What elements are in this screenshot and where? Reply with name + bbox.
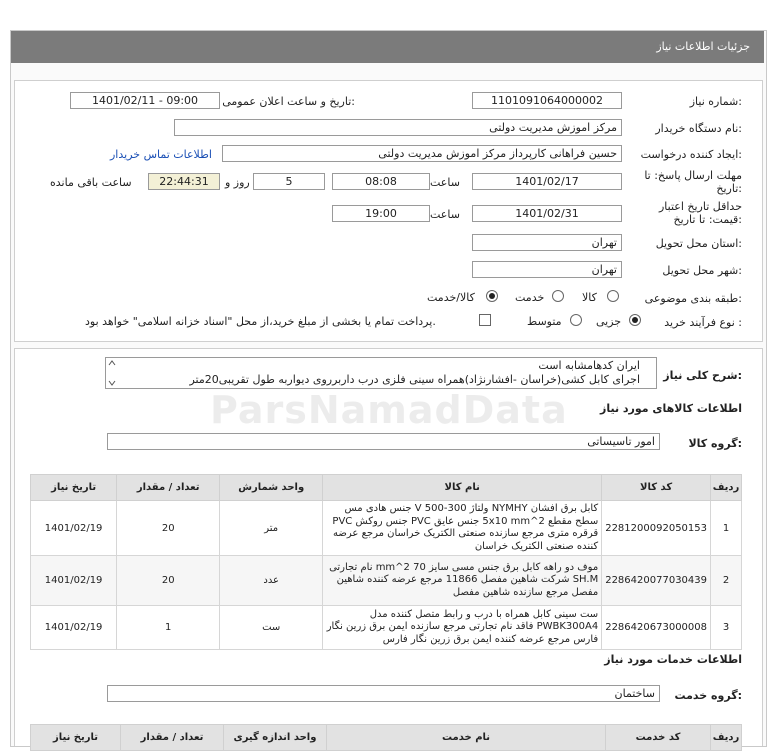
deadline-label-date: تاریخ: bbox=[716, 182, 742, 195]
svc-col-row: ردیف bbox=[711, 725, 742, 751]
goods-group-field[interactable]: امور تاسیساتی bbox=[107, 433, 660, 450]
item-code: 2286420673000008 bbox=[602, 606, 711, 650]
item-name: ست سینی کابل همراه با درب و رابط متصل کننده مدل PWBK300A4 فاقد نام تجارتی مرجع سازنده ایمن برق زرین نگار فارس مرجع عرضه کننده ایمن برق زرین نگار فارس bbox=[323, 606, 602, 650]
item-unit: عدد bbox=[220, 556, 323, 606]
col-date: تاریخ نیاز bbox=[31, 475, 117, 501]
buyer-contact-link[interactable]: اطلاعات تماس خریدار bbox=[110, 148, 212, 161]
services-group-label: گروه خدمت: bbox=[674, 689, 742, 702]
item-qty: 20 bbox=[117, 556, 220, 606]
description-box[interactable] bbox=[105, 357, 657, 389]
goods-group-label: گروه کالا: bbox=[688, 437, 742, 450]
remaining-time-field: 22:44:31 bbox=[148, 173, 220, 190]
province-field[interactable]: تهران bbox=[472, 234, 622, 251]
item-name: موف دو راهه کابل برق جنس مسی سایز 70 mm^2 نام تجارتی SH.M شرکت شاهین مفصل 11866 مرجع عرضه کننده شاهین مفصل مرجع سازنده شاهین مفصل bbox=[323, 556, 602, 606]
table-row[interactable] bbox=[31, 606, 742, 650]
process-radio-minor[interactable] bbox=[629, 314, 641, 326]
process-medium-label: متوسط bbox=[527, 315, 562, 328]
creator-field[interactable]: حسین فراهانی کارپرداز مرکز اموزش مدیریت دولتی bbox=[222, 145, 622, 162]
item-date: 1401/02/19 bbox=[31, 556, 117, 606]
col-row: ردیف bbox=[711, 475, 742, 501]
row-number: 1 bbox=[711, 501, 742, 556]
item-qty: 1 bbox=[117, 606, 220, 650]
goods-section-title: اطلاعات کالاهای مورد نیاز bbox=[600, 402, 742, 415]
item-unit: متر bbox=[220, 501, 323, 556]
table-row[interactable] bbox=[31, 556, 742, 606]
services-table-header bbox=[31, 725, 742, 751]
province-label: استان محل تحویل: bbox=[655, 237, 742, 250]
validity-time-field[interactable]: 19:00 bbox=[332, 205, 430, 222]
category-service-label: خدمت bbox=[515, 291, 545, 304]
item-code: 2281200092050153 bbox=[602, 501, 711, 556]
buyer-label: نام دستگاه خریدار: bbox=[655, 122, 742, 135]
announce-label: تاریخ و ساعت اعلان عمومی: bbox=[222, 95, 355, 108]
treasury-payment-checkbox[interactable] bbox=[479, 314, 491, 326]
svc-col-code: کد خدمت bbox=[606, 725, 711, 751]
city-label: شهر محل تحویل: bbox=[662, 264, 742, 277]
days-field[interactable]: 5 bbox=[253, 173, 325, 190]
city-field[interactable]: تهران bbox=[472, 261, 622, 278]
item-date: 1401/02/19 bbox=[31, 501, 117, 556]
table-row[interactable] bbox=[31, 501, 742, 556]
category-radio-goods[interactable] bbox=[607, 290, 619, 302]
days-label: روز و bbox=[225, 176, 250, 189]
services-table bbox=[30, 724, 742, 751]
description-label: شرح کلی نیاز: bbox=[663, 369, 742, 382]
validity-time-label: ساعت bbox=[430, 208, 460, 221]
svc-col-qty: تعداد / مقدار bbox=[121, 725, 224, 751]
deadline-time-label: ساعت bbox=[430, 176, 460, 189]
category-goods-service-label: کالا/خدمت bbox=[427, 291, 475, 304]
col-unit: واحد شمارش bbox=[220, 475, 323, 501]
svc-col-name: نام خدمت bbox=[327, 725, 606, 751]
process-label: نوع فرآیند خرید : bbox=[664, 316, 742, 329]
services-section-title: اطلاعات خدمات مورد نیاز bbox=[604, 653, 742, 666]
announce-field[interactable]: 1401/02/11 - 09:00 bbox=[70, 92, 220, 109]
deadline-time-field[interactable]: 08:08 bbox=[332, 173, 430, 190]
col-code: کد کالا bbox=[602, 475, 711, 501]
description-line-1: ایران کدهامشابه است bbox=[538, 359, 640, 372]
row-number: 3 bbox=[711, 606, 742, 650]
description-line-2: اجرای کابل کشی(خراسان -افشارنژاد)همراه سینی فلزی درب داربرروی دیواربه طول تقریبی20متر bbox=[189, 373, 640, 386]
category-goods-label: کالا bbox=[582, 291, 597, 304]
services-group-field[interactable]: ساختمان bbox=[107, 685, 660, 702]
item-name: کابل برق افشان NYMHY ولتاژ 300-500 V جنس هادی مس سطح مقطع 2^5x10 mm جنس عایق PVC جنس روکش PVC قرقره متری مرجع سازنده صنعتی الکتریک خراسان مرجع عرضه کننده صنعتی الکتریک خراسان bbox=[323, 501, 602, 556]
need-number-field[interactable]: 1101091064000002 bbox=[472, 92, 622, 109]
row-number: 2 bbox=[711, 556, 742, 606]
item-unit: ست bbox=[220, 606, 323, 650]
item-date: 1401/02/19 bbox=[31, 606, 117, 650]
item-qty: 20 bbox=[117, 501, 220, 556]
need-number-label: شماره نیاز: bbox=[689, 95, 742, 108]
remaining-label: ساعت باقی مانده bbox=[50, 176, 132, 189]
treasury-payment-text: پرداخت تمام یا بخشی از مبلغ خرید،از محل "اسناد خزانه اسلامی" خواهد بود. bbox=[85, 315, 436, 328]
deadline-label: مهلت ارسال پاسخ: تا bbox=[644, 169, 742, 182]
category-radio-goods-service[interactable] bbox=[486, 290, 498, 302]
category-label: طبقه بندی موضوعی: bbox=[644, 292, 742, 305]
header-bar bbox=[11, 31, 764, 63]
validity-label-date: قیمت: تا تاریخ: bbox=[673, 213, 742, 226]
process-minor-label: جزیی bbox=[596, 315, 622, 328]
category-radio-service[interactable] bbox=[552, 290, 564, 302]
svc-col-unit: واحد اندازه گیری bbox=[224, 725, 327, 751]
svc-col-date: تاریخ نیاز bbox=[31, 725, 121, 751]
validity-date-field[interactable]: 1401/02/31 bbox=[472, 205, 622, 222]
validity-label: حداقل تاریخ اعتبار bbox=[658, 200, 742, 213]
item-code: 2286420077030439 bbox=[602, 556, 711, 606]
goods-table-header bbox=[31, 475, 742, 501]
process-radio-medium[interactable] bbox=[570, 314, 582, 326]
buyer-field[interactable]: مرکز اموزش مدیریت دولتی bbox=[174, 119, 622, 136]
col-name: نام کالا bbox=[323, 475, 602, 501]
page-title: جزئیات اطلاعات نیاز bbox=[656, 40, 750, 53]
scroll-arrows-icon[interactable] bbox=[106, 358, 118, 388]
deadline-date-field[interactable]: 1401/02/17 bbox=[472, 173, 622, 190]
col-qty: تعداد / مقدار bbox=[117, 475, 220, 501]
goods-table bbox=[30, 474, 742, 650]
creator-label: ایجاد کننده درخواست: bbox=[640, 148, 742, 161]
watermark: ParsNamadData bbox=[210, 388, 568, 432]
